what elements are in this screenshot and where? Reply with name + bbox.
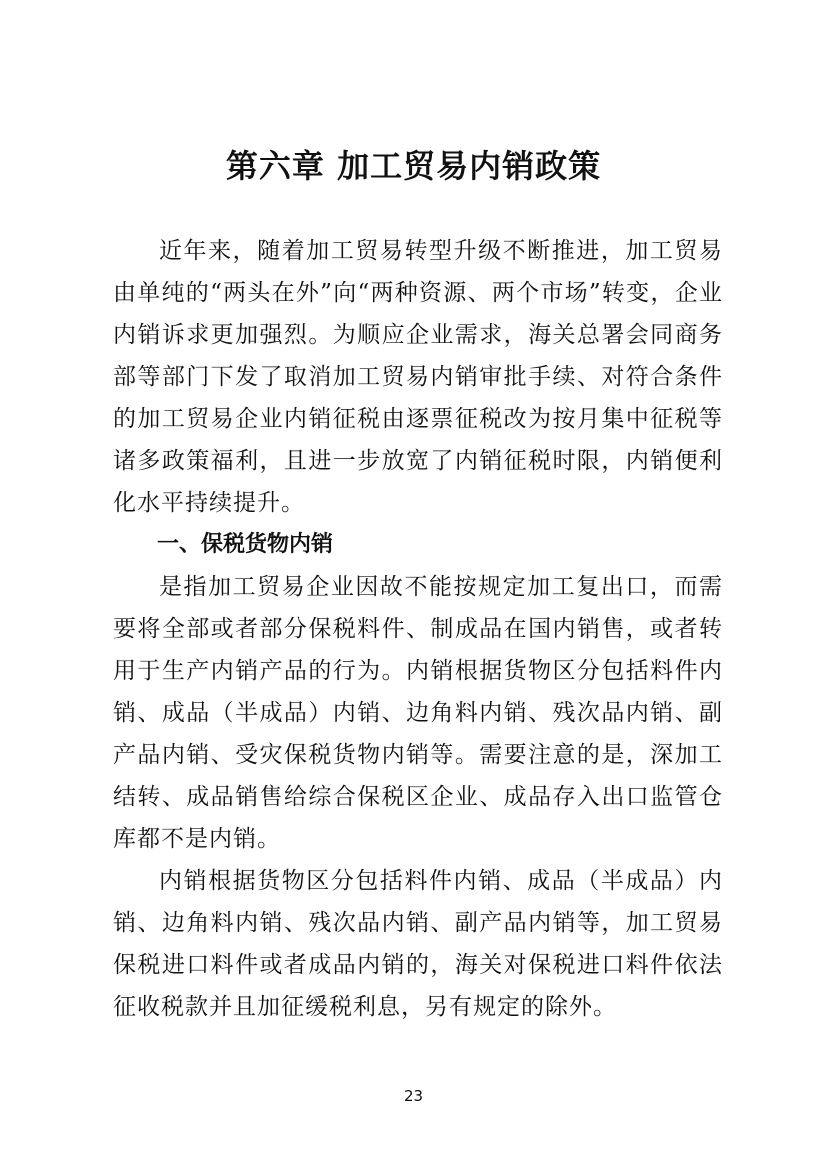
section-paragraph-1: 是指加工贸易企业因故不能按规定加工复出口，而需要将全部或者部分保税料件、制成品在国内销售，或者转用于生产内销产品的行为。内销根据货物区分包括料件内销、成品（半成品）内销、边角料内销、残次品内销、副产品内销、受灾保税货物内销等。需要注意的是，深加工结转、成品销售给综合保税区企业、成品存入出口监管仓库都不是内销。 [113, 574, 723, 852]
page-number: 23 [403, 1087, 424, 1105]
chapter-title: 第六章 加工贸易内销政策 [225, 147, 602, 185]
intro-paragraph: 近年来，随着加工贸易转型升级不断推进，加工贸易由单纯的“两头在外”向“两种资源、两个市场”转变，企业内销诉求更加强烈。为顺应企业需求，海关总署会同商务部等部门下发了取消加工贸易内销审批手续、对符合条件的加工贸易企业内销征税由逐票征税改为按月集中征税等诸多政策福利，且进一步放宽了内销征税时限，内销便利化水平持续提升。 [113, 238, 723, 516]
section-paragraph-2: 内销根据货物区分包括料件内销、成品（半成品）内销、边角料内销、残次品内销、副产品内销等，加工贸易保税进口料件或者成品内销的，海关对保税进口料件依法征收税款并且加征缓税利息，另有规定的除外。 [113, 868, 723, 1020]
section-heading: 一、保税货物内销 [157, 532, 334, 557]
body-text [113, 230, 723, 1028]
